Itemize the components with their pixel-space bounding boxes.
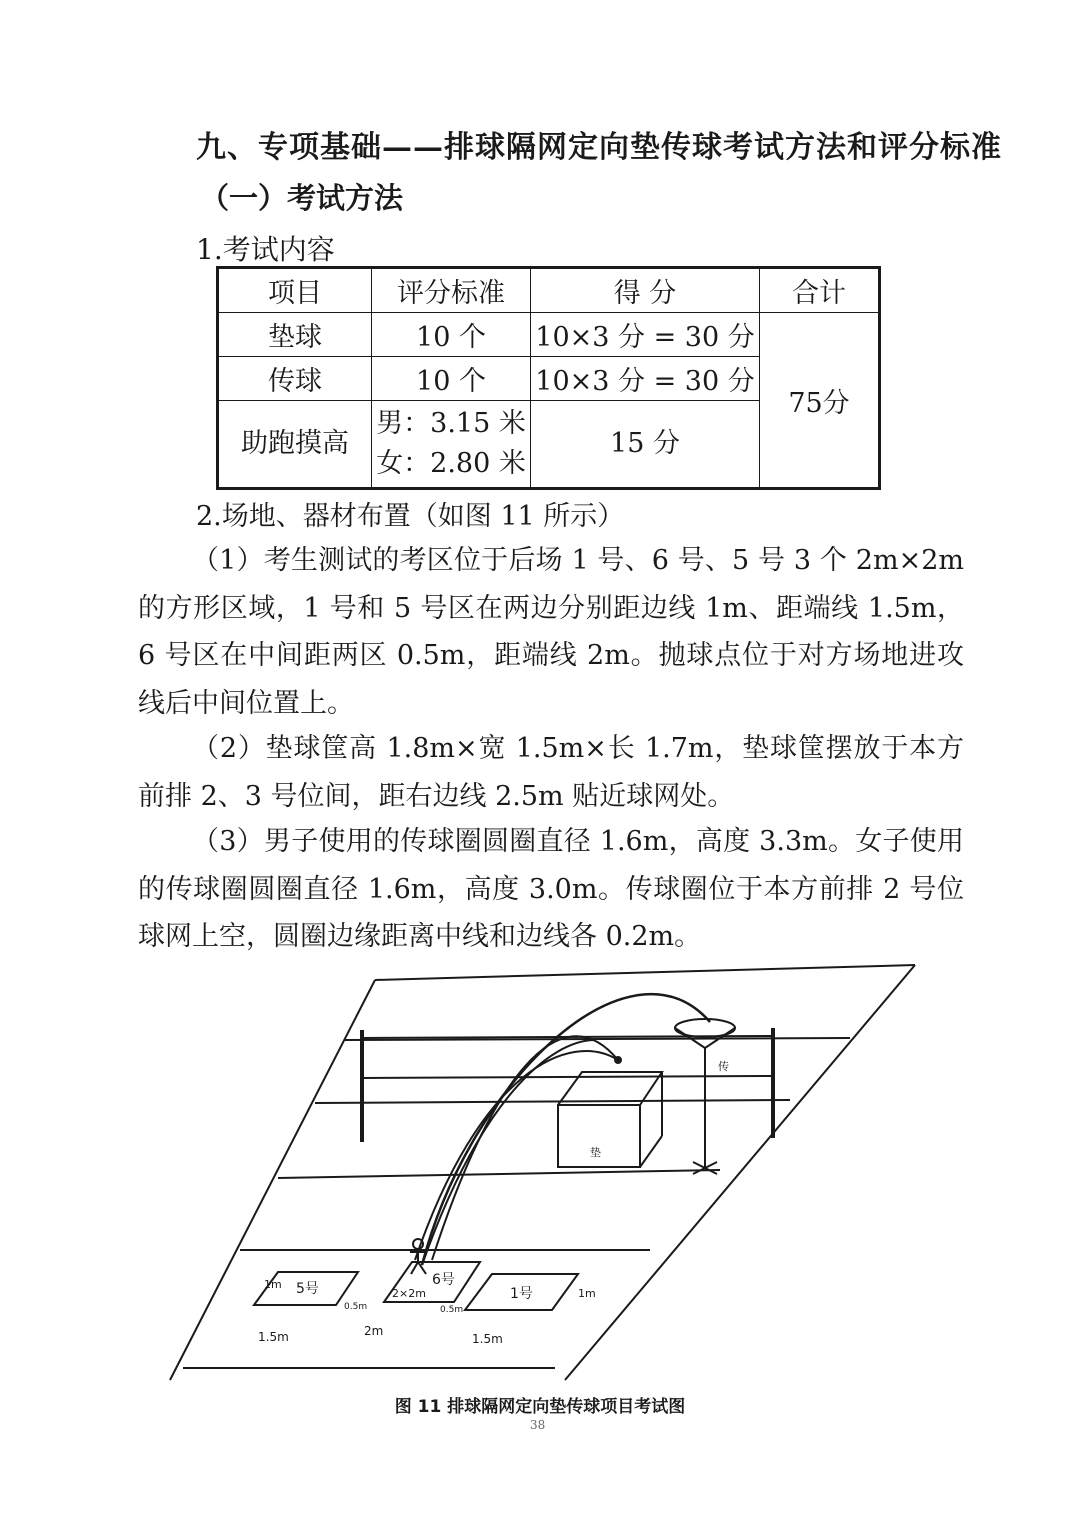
page-number: 38 (530, 1418, 546, 1432)
paragraph-3: （3）男子使用的传球圈圆圈直径 1.6m，高度 3.3m。女子使用的传球圈圆圈直径 1.6m，高度 3.0m。传球圈位于本方前排 2 号位球网上空，圆圈边缘距离中线和边线各 0.2m。 (138, 826, 964, 952)
section-heading: 九、专项基础——排球隔网定向垫传球考试方法和评分标准 (196, 130, 1002, 165)
ball (614, 1056, 622, 1064)
scoring-table (216, 266, 881, 490)
row-score: 15 分 (531, 401, 760, 489)
header-standard: 评分标准 (372, 268, 531, 313)
header-total: 合计 (760, 268, 880, 313)
zone5-label: 5号 (296, 1281, 319, 1297)
zone-size-label: 2×2m (392, 1287, 426, 1300)
court-front-line (278, 1170, 720, 1178)
figure-caption: 图 11 排球隔网定向垫传球项目考试图 (394, 1397, 686, 1417)
table-header-row (218, 268, 880, 313)
standard-male: 男：3.15 米 (376, 408, 526, 439)
player-leg-left (411, 1262, 418, 1274)
row-item: 传球 (218, 357, 372, 401)
basket-label: 垫 (590, 1146, 601, 1159)
zone6-label: 6号 (432, 1272, 455, 1288)
side-right-label: 1m (578, 1287, 596, 1300)
zone1-label: 1号 (510, 1286, 533, 1302)
end-left-label: 1.5m (258, 1330, 289, 1344)
standard-female: 女：2.80 米 (376, 448, 526, 479)
paragraph-2: （2）垫球筐高 1.8m×宽 1.5m×长 1.7m，垫球筐摆放于本方前排 2、3 号位间，距右边线 2.5m 贴近球网处。 (138, 733, 964, 812)
subsection-heading: （一）考试方法 (200, 181, 404, 215)
court-far-line (375, 965, 915, 980)
item-title-layout: 2.场地、器材布置（如图 11 所示） (196, 501, 625, 532)
row-item: 助跑摸高 (218, 401, 372, 489)
row-standard-gendered (372, 401, 531, 489)
row-standard: 10 个 (372, 357, 531, 401)
court-center-line (315, 1100, 790, 1103)
dig-trajectory (415, 1051, 618, 1260)
court-left-sideline (170, 980, 375, 1380)
total-cell: 75分 (760, 313, 880, 489)
basket-box-edge (640, 1136, 662, 1167)
row-standard: 10 个 (372, 313, 531, 357)
court-diagram (150, 960, 930, 1390)
gap-left-label: 0.5m (344, 1302, 368, 1312)
side-left-label: 1m (264, 1278, 282, 1291)
end-right-label: 1.5m (472, 1332, 503, 1346)
header-item: 项目 (218, 268, 372, 313)
ring-label: 传 (718, 1060, 729, 1073)
table-row (218, 313, 880, 357)
gap-right-label: 0.5m (440, 1305, 464, 1315)
row-score: 10×3 分 = 30 分 (531, 313, 760, 357)
row-score: 10×3 分 = 30 分 (531, 357, 760, 401)
end-mid-label: 2m (364, 1324, 384, 1338)
net-bottom (362, 1076, 773, 1078)
toss-trajectory (422, 1040, 595, 1265)
row-item: 垫球 (218, 313, 372, 357)
pass-trajectory (422, 994, 710, 1265)
paragraph-1: （1）考生测试的考区位于后场 1 号、6 号、5 号 3 个 2m×2m 的方形区域，1 号和 5 号区在两边分别距边线 1m、距端线 1.5m，6 号区在中间距两区 0.5m，距端线 2m。抛球点位于对方场地进攻线后中间位置上。 (138, 545, 964, 719)
header-score: 得 分 (531, 268, 760, 313)
item-title-content: 1.考试内容 (196, 233, 335, 266)
